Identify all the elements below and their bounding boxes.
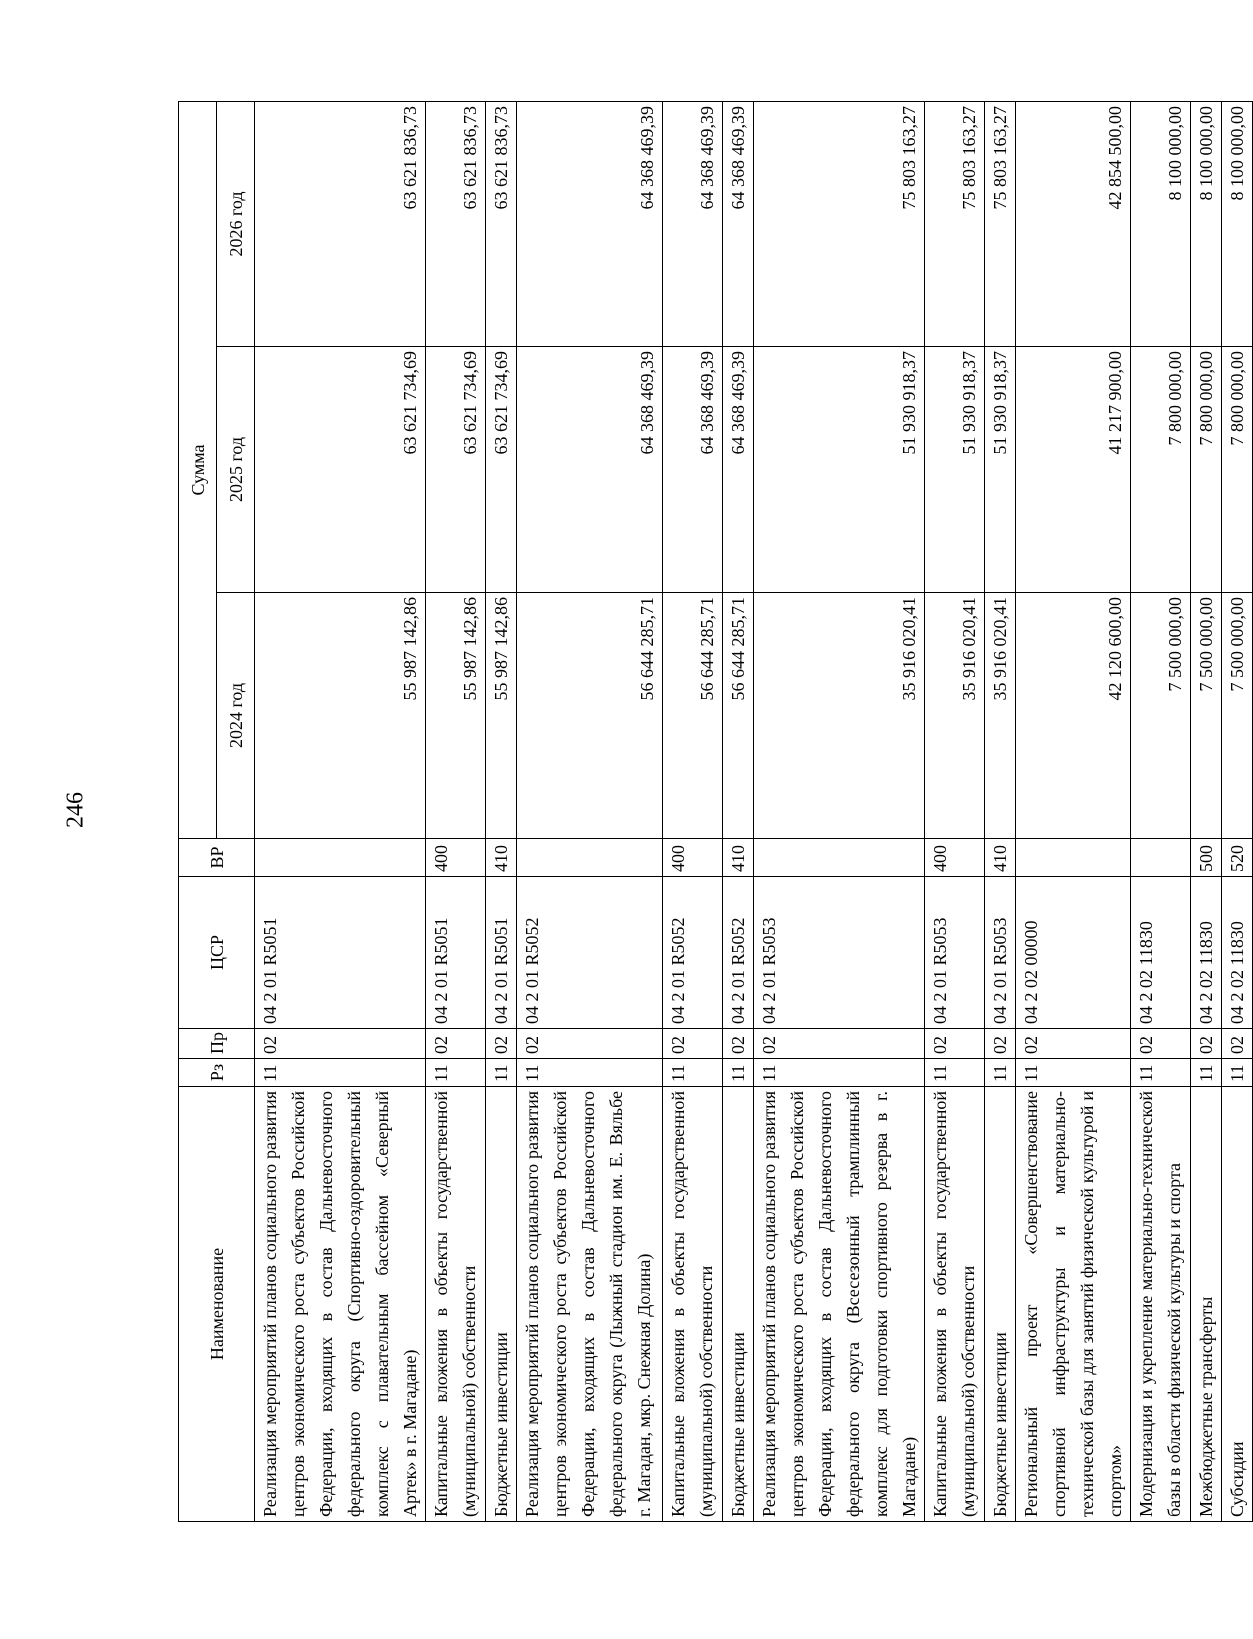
table-row [663, 101, 723, 1521]
cell-2025: 63 621 734,69 [486, 347, 517, 593]
cell-pr: 02 [663, 1029, 723, 1059]
page-number: 246 [62, 792, 89, 828]
header-year-2024: 2024 год [217, 593, 255, 839]
cell-csr: 04 2 01 R5052 [517, 877, 663, 1029]
table-row [255, 101, 426, 1521]
header-name: Наименование [179, 1087, 255, 1522]
cell-2024: 56 644 285,71 [723, 593, 754, 839]
rotated-table-container [178, 102, 1247, 1522]
table-row [1191, 101, 1222, 1521]
cell-vr [754, 839, 925, 877]
cell-2025: 41 217 900,00 [1016, 347, 1131, 593]
cell-pr: 02 [754, 1029, 925, 1059]
header-year-2026: 2026 год [217, 101, 255, 346]
cell-2025: 63 621 734,69 [426, 347, 486, 593]
table-row [723, 101, 754, 1521]
cell-2025: 51 930 918,37 [754, 347, 925, 593]
cell-2024: 56 644 285,71 [517, 593, 663, 839]
cell-2025: 63 621 734,69 [255, 347, 426, 593]
cell-rz: 11 [663, 1059, 723, 1087]
cell-pr: 02 [255, 1029, 426, 1059]
cell-vr [1131, 839, 1191, 877]
cell-vr: 410 [985, 839, 1016, 877]
cell-2025: 7 800 000,00 [1131, 347, 1191, 593]
table-row [1016, 101, 1131, 1521]
cell-csr: 04 2 01 R5052 [663, 877, 723, 1029]
cell-name: Капитальные вложения в объекты государственной (муниципальной) собственности [426, 1087, 486, 1522]
cell-vr: 400 [426, 839, 486, 877]
cell-csr: 04 2 01 R5053 [925, 877, 985, 1029]
table-row [1222, 101, 1253, 1521]
cell-rz: 11 [517, 1059, 663, 1087]
cell-rz: 11 [985, 1059, 1016, 1087]
cell-pr: 02 [1016, 1029, 1131, 1059]
cell-vr: 400 [663, 839, 723, 877]
cell-2026: 42 854 500,00 [1016, 101, 1131, 346]
cell-rz: 11 [486, 1059, 517, 1087]
header-pr: Пр [179, 1029, 255, 1059]
cell-2026: 8 100 000,00 [1191, 101, 1222, 346]
cell-vr: 400 [925, 839, 985, 877]
cell-rz: 11 [255, 1059, 426, 1087]
cell-2024: 7 500 000,00 [1131, 593, 1191, 839]
cell-rz: 11 [1131, 1059, 1191, 1087]
cell-vr: 410 [486, 839, 517, 877]
cell-pr: 02 [486, 1029, 517, 1059]
cell-pr: 02 [985, 1029, 1016, 1059]
header-rz: Рз [179, 1059, 255, 1087]
cell-rz: 11 [754, 1059, 925, 1087]
header-vr: ВР [179, 839, 255, 877]
cell-csr: 04 2 02 11830 [1222, 877, 1253, 1029]
cell-2026: 75 803 163,27 [985, 101, 1016, 346]
cell-pr: 02 [925, 1029, 985, 1059]
table-row [925, 101, 985, 1521]
table-row [486, 101, 517, 1521]
budget-table [178, 101, 1253, 1522]
cell-2024: 56 644 285,71 [663, 593, 723, 839]
header-year-2025: 2025 год [217, 347, 255, 593]
cell-name: Реализация мероприятий планов социального развития центров экономического роста субъектов Российской Федерации, входящих в состав Дальневосточного федерального округа (Спортивно-оздоровительный комплекс с плавательным бассейном «Северный Артек» в г. Магадане) [255, 1087, 426, 1522]
cell-csr: 04 2 02 11830 [1131, 877, 1191, 1029]
cell-pr: 02 [1191, 1029, 1222, 1059]
cell-rz: 11 [1222, 1059, 1253, 1087]
cell-rz: 11 [925, 1059, 985, 1087]
cell-pr: 02 [426, 1029, 486, 1059]
header-csr: ЦСР [179, 877, 255, 1029]
cell-csr: 04 2 01 R5051 [426, 877, 486, 1029]
cell-2026: 75 803 163,27 [925, 101, 985, 346]
cell-csr: 04 2 02 00000 [1016, 877, 1131, 1029]
cell-name: Реализация мероприятий планов социального развития центров экономического роста субъектов Российской Федерации, входящих в состав Дальневосточного федерального округа (Лыжный стадион им. Е. Вяльбе г. Магадан, мкр. Снежная Долина) [517, 1087, 663, 1522]
cell-vr: 410 [723, 839, 754, 877]
cell-2025: 64 368 469,39 [723, 347, 754, 593]
cell-csr: 04 2 01 R5053 [754, 877, 925, 1029]
cell-2026: 75 803 163,27 [754, 101, 925, 346]
cell-csr: 04 2 01 R5051 [255, 877, 426, 1029]
cell-name: Реализация мероприятий планов социального развития центров экономического роста субъектов Российской Федерации, входящих в состав Дальневосточного федерального округа (Всесезонный трамплинный комплекс для подготовки спортивного резерва в г. Магадане) [754, 1087, 925, 1522]
cell-2025: 64 368 469,39 [663, 347, 723, 593]
cell-2024: 7 500 000,00 [1222, 593, 1253, 839]
cell-vr: 520 [1222, 839, 1253, 877]
cell-2025: 7 800 000,00 [1191, 347, 1222, 593]
cell-2024: 35 916 020,41 [754, 593, 925, 839]
cell-rz: 11 [1191, 1059, 1222, 1087]
cell-2024: 55 987 142,86 [255, 593, 426, 839]
cell-vr [1016, 839, 1131, 877]
cell-name: Региональный проект «Совершенствование спортивной инфраструктуры и материально-технической базы для занятий физической культурой и спортом» [1016, 1087, 1131, 1522]
cell-2024: 7 500 000,00 [1191, 593, 1222, 839]
cell-2024: 35 916 020,41 [925, 593, 985, 839]
cell-pr: 02 [517, 1029, 663, 1059]
cell-2026: 8 100 000,00 [1131, 101, 1191, 346]
cell-2025: 51 930 918,37 [925, 347, 985, 593]
cell-2025: 51 930 918,37 [985, 347, 1016, 593]
table-body [255, 101, 1253, 1521]
cell-pr: 02 [1222, 1029, 1253, 1059]
cell-name: Бюджетные инвестиции [723, 1087, 754, 1522]
cell-name: Межбюджетные трансферты [1191, 1087, 1222, 1522]
cell-2026: 63 621 836,73 [486, 101, 517, 346]
cell-pr: 02 [723, 1029, 754, 1059]
cell-csr: 04 2 01 R5051 [486, 877, 517, 1029]
cell-csr: 04 2 01 R5053 [985, 877, 1016, 1029]
table-row [754, 101, 925, 1521]
header-sum: Сумма [179, 101, 217, 838]
cell-name: Субсидии [1222, 1087, 1253, 1522]
cell-2026: 64 368 469,39 [517, 101, 663, 346]
cell-2026: 63 621 836,73 [426, 101, 486, 346]
header-row [179, 101, 217, 1521]
table-row [1131, 101, 1191, 1521]
cell-2026: 64 368 469,39 [663, 101, 723, 346]
cell-2024: 55 987 142,86 [486, 593, 517, 839]
table-row [517, 101, 663, 1521]
cell-name: Бюджетные инвестиции [985, 1087, 1016, 1522]
cell-2026: 64 368 469,39 [723, 101, 754, 346]
cell-2025: 7 800 000,00 [1222, 347, 1253, 593]
cell-2024: 35 916 020,41 [985, 593, 1016, 839]
table-row [985, 101, 1016, 1521]
cell-name: Капитальные вложения в объекты государственной (муниципальной) собственности [925, 1087, 985, 1522]
cell-2024: 42 120 600,00 [1016, 593, 1131, 839]
cell-name: Модернизация и укрепление материально-технической базы в области физической культуры и спорта [1131, 1087, 1191, 1522]
cell-csr: 04 2 02 11830 [1191, 877, 1222, 1029]
cell-name: Капитальные вложения в объекты государственной (муниципальной) собственности [663, 1087, 723, 1522]
cell-vr: 500 [1191, 839, 1222, 877]
cell-rz: 11 [1016, 1059, 1131, 1087]
cell-vr [255, 839, 426, 877]
cell-2024: 55 987 142,86 [426, 593, 486, 839]
table-row [426, 101, 486, 1521]
cell-2026: 8 100 000,00 [1222, 101, 1253, 346]
cell-name: Бюджетные инвестиции [486, 1087, 517, 1522]
cell-csr: 04 2 01 R5052 [723, 877, 754, 1029]
cell-vr [517, 839, 663, 877]
cell-rz: 11 [723, 1059, 754, 1087]
cell-pr: 02 [1131, 1029, 1191, 1059]
cell-2025: 64 368 469,39 [517, 347, 663, 593]
cell-2026: 63 621 836,73 [255, 101, 426, 346]
cell-rz: 11 [426, 1059, 486, 1087]
